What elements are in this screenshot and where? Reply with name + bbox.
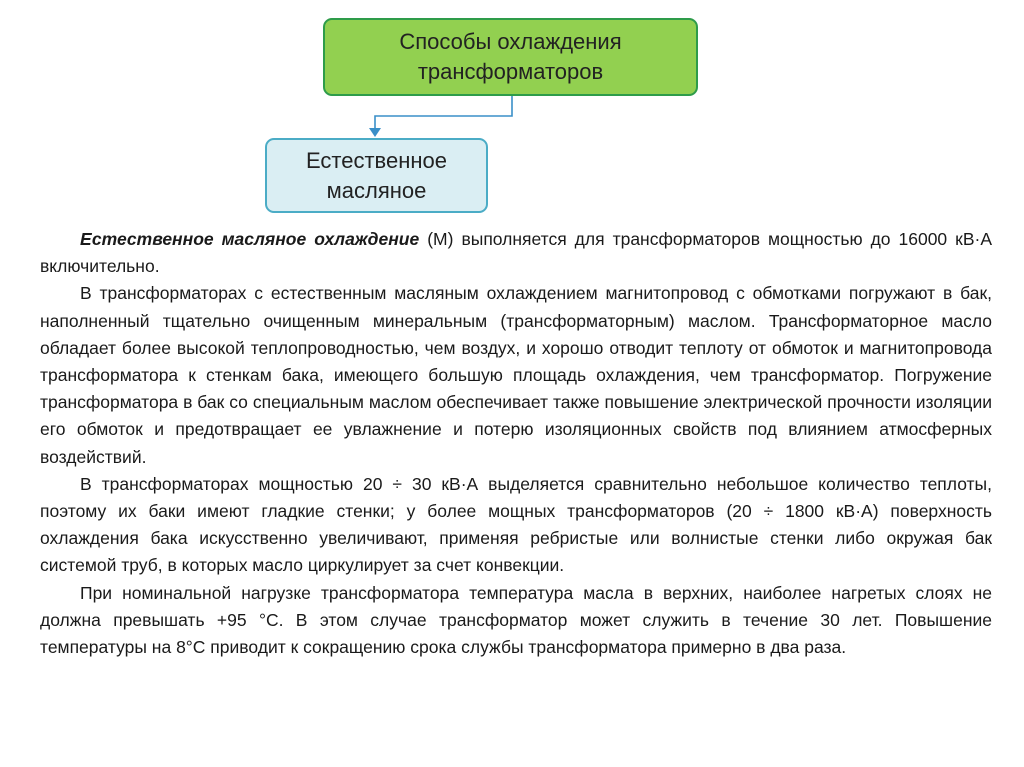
child-node-box	[265, 138, 488, 213]
root-node-label	[399, 27, 621, 87]
root-node-line1: Способы охлаждения	[399, 29, 622, 54]
paragraph-3: В трансформаторах мощностью 20 ÷ 30 кВ·А выделяется сравнительно небольшое количество теплоты, поэтому их баки имеют гладкие стенки; у более мощных трансформаторов (20 ÷ 1800 кВ·А) поверхность охлаждения бака искусственно увеличивают, применяя ребристые или волнистые стенки либо окружая бак системой труб, в которых масло циркулирует за счет конвекции.	[40, 473, 992, 576]
connector-line	[375, 96, 512, 130]
root-node-box	[323, 18, 698, 96]
connector-arrowhead	[369, 128, 381, 137]
paragraph-1	[40, 226, 992, 280]
child-node-label	[306, 146, 447, 206]
child-node-line2: масляное	[326, 177, 427, 203]
paragraph-4: При номинальной нагрузке трансформатора температура масла в верхних, наиболее нагретых слоях не должна превышать +95 °С. В этом случае трансформатор может служить в течение 30 лет. Повышение температуры на 8°С приводит к сокращению срока службы трансформатора примерно в два раза.	[40, 582, 992, 658]
paragraph-1-rest: (М) выполняется для трансформаторов мощностью до 16000 кВ·А включительно.	[40, 229, 992, 277]
body-text	[40, 226, 992, 661]
term-highlight: Естественное масляное охлаждение	[80, 229, 420, 249]
child-node-line1: Естественное	[305, 147, 447, 173]
paragraph-2: В трансформаторах с естественным масляным охлаждением магнитопровод с обмотками погружают в бак, наполненный тщательно очищенным минеральным (трансформаторным) маслом. Трансформаторное масло обладает более высокой теплопроводностью, чем воздух, и хорошо отводит теплоту от обмоток и магнитопровода трансформатора к стенкам бака, имеющего большую площадь охлаждения, чем трансформатор. Погружение трансформатора в бак со специальным маслом обеспечивает также повышение электрической прочности изоляции его обмоток и предотвращает ее увлажнение и потерю изоляционных свойств под влиянием атмосферных воздействий.	[40, 283, 992, 467]
root-node-line2: трансформаторов	[417, 59, 604, 84]
